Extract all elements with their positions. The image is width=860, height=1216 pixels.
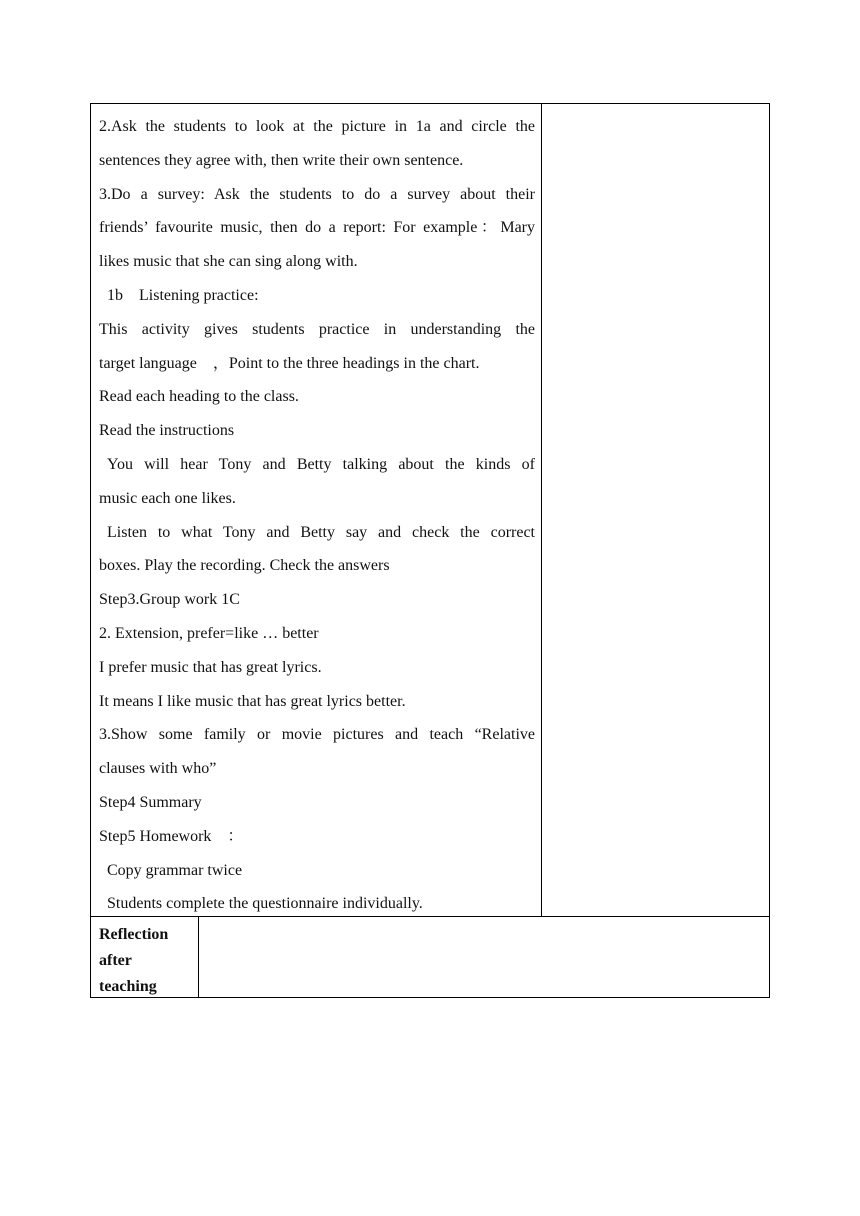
procedure-line: 3.Do a survey: Ask the students to do a survey about their	[99, 185, 535, 203]
reflection-label-line: Reflection	[99, 926, 169, 943]
reflection-label-line: teaching	[99, 978, 157, 995]
procedure-line: target language ，Point to the three headings in the chart.	[99, 354, 480, 372]
procedure-cell	[99, 110, 535, 921]
reflection-label	[99, 922, 168, 1000]
procedure-line: music each one likes.	[99, 489, 236, 507]
column-divider	[198, 917, 199, 997]
procedure-line: Step5 Homework ：	[99, 827, 244, 845]
procedure-line: 3.Show some family or movie pictures and teach “Relative	[99, 726, 535, 744]
procedure-line: I prefer music that has great lyrics.	[99, 658, 322, 676]
procedure-line: 1b Listening practice:	[107, 286, 259, 304]
column-divider	[541, 104, 542, 916]
reflection-content-cell	[200, 917, 769, 997]
procedure-line: Step4 Summary	[99, 793, 202, 811]
procedure-line: This activity gives students practice in understanding the	[99, 320, 535, 338]
procedure-line: Read the instructions	[99, 422, 235, 440]
reflection-row	[90, 916, 770, 998]
procedure-line: sentences they agree with, then write their own sentence.	[99, 151, 464, 169]
procedure-line: friends’ favourite music, then do a report: For example：Mary	[99, 219, 535, 237]
procedure-line: 2. Extension, prefer=like … better	[99, 624, 319, 642]
reflection-label-line: after	[99, 952, 132, 969]
procedure-line: Read each heading to the class.	[99, 388, 299, 406]
procedure-line: clauses with who”	[99, 760, 217, 778]
procedure-line: 2.Ask the students to look at the picture in 1a and circle the	[99, 118, 535, 135]
notes-cell	[543, 104, 769, 916]
procedure-line: Copy grammar twice	[107, 861, 243, 879]
procedure-line: Step3.Group work 1C	[99, 591, 240, 609]
lesson-procedure-table	[90, 103, 770, 917]
procedure-line: It means I like music that has great lyrics better.	[99, 692, 406, 710]
procedure-line: Listen to what Tony and Betty say and check the correct	[107, 523, 535, 541]
procedure-line: likes music that she can sing along with.	[99, 253, 358, 271]
procedure-line: Students complete the questionnaire individually.	[107, 895, 423, 913]
procedure-line: boxes. Play the recording. Check the answers	[99, 557, 390, 575]
procedure-line: You will hear Tony and Betty talking about the kinds of	[107, 455, 535, 473]
